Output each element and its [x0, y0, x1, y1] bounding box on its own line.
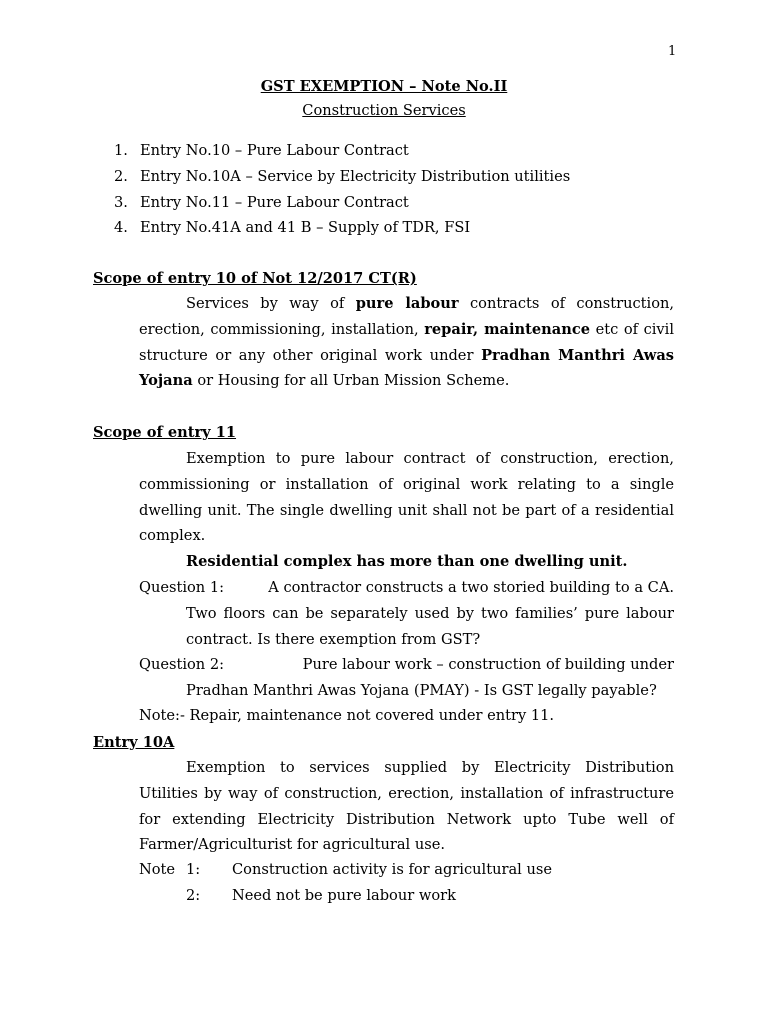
list-item-number: 1.	[114, 142, 128, 159]
scope10-text-1: Services by way of	[186, 295, 345, 312]
question-2-first-line: Pure labour work – construction of building under	[302, 656, 674, 673]
scope10-bold-3: Pradhan Manthri Awas Yojana	[139, 346, 674, 390]
note-1-number: 1:	[186, 861, 201, 878]
entry-10a-heading: Entry 10A	[93, 734, 175, 751]
list-item-text: Entry No.10A – Service by Electricity Distribution utilities	[140, 167, 571, 185]
question-1-continuation: Two floors can be separately used by two families’ pure labour contract. Is there exemption from GST?	[186, 604, 674, 648]
list-item-text: Entry No.10 – Pure Labour Contract	[140, 142, 409, 159]
note-label: Note	[139, 861, 176, 878]
note-2-number: 2:	[186, 887, 201, 904]
note-1-text: Construction activity is for agricultural use	[232, 861, 552, 878]
question-1-label: Question 1:	[139, 579, 225, 596]
scope-entry-11-heading: Scope of entry 11	[93, 424, 237, 441]
entry-10a-note-2	[139, 887, 674, 907]
list-item	[114, 194, 570, 220]
question-2-label: Question 2:	[139, 656, 225, 673]
document-subtitle: Construction Services	[302, 102, 466, 119]
list-item-number: 2.	[114, 167, 128, 185]
scope-entry-11-paragraph	[139, 446, 674, 549]
scope10-text-2: contracts of construction, erection, commissioning, installation,	[139, 295, 675, 338]
list-item-text: Entry No.41A and 41 B – Supply of TDR, FSI	[140, 219, 471, 237]
residential-complex-note: Residential complex has more than one dwelling unit.	[186, 553, 628, 570]
list-item	[114, 168, 570, 194]
scope11-text: Exemption to pure labour contract of construction, erection, commissioning or installation of original work relating to a single dwelling unit. The single dwelling unit shall not be part of a residential complex.	[139, 450, 674, 545]
scope10-text-4: or Housing for all Urban Mission Scheme.	[197, 372, 510, 390]
scope10-bold-1: pure labour	[355, 295, 459, 312]
list-item	[114, 219, 570, 245]
scope10-text-3: etc of civil structure or any other original work under	[139, 320, 675, 364]
list-item-number: 3.	[114, 193, 128, 211]
question-2	[139, 652, 674, 704]
entry-list	[114, 142, 570, 245]
page-number: 1	[668, 44, 677, 59]
scope-entry-10-paragraph	[139, 291, 674, 394]
scope-entry-10-heading: Scope of entry 10 of Not 12/2017 CT(R)	[93, 270, 417, 287]
entry10a-text: Exemption to services supplied by Electricity Distribution Utilities by way of construction, erection, installation of infrastructure for extending Electricity Distribution Network upto Tube well of Farmer/Agriculturist for agricultural use.	[139, 759, 674, 854]
entry-10a-note-1	[139, 861, 674, 881]
question-1-first-line: A contractor constructs a two storied building to a CA.	[268, 579, 674, 596]
note-2-text: Need not be pure labour work	[232, 887, 456, 904]
list-item	[114, 142, 570, 168]
list-item-text: Entry No.11 – Pure Labour Contract	[140, 193, 409, 211]
question-2-continuation: Pradhan Manthri Awas Yojana (PMAY) - Is GST legally payable?	[186, 681, 657, 699]
list-item-number: 4.	[114, 219, 128, 237]
scope10-bold-2: repair, maintenance	[424, 320, 591, 338]
question-1	[139, 575, 674, 652]
entry-11-note: Note:- Repair, maintenance not covered under entry 11.	[139, 707, 555, 724]
entry-10a-paragraph	[139, 755, 674, 858]
document-title: GST EXEMPTION – Note No.II	[260, 78, 508, 95]
